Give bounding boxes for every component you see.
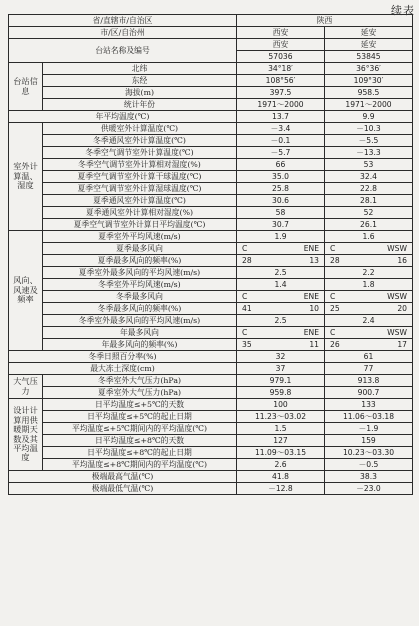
row-label: 东经 (43, 75, 237, 87)
value-text: ENE (303, 327, 319, 337)
row-label: 年最多风向的频率(%) (43, 339, 237, 351)
value-text: 2.2 (362, 267, 375, 277)
value-pair (326, 305, 411, 313)
row-label: 平均温度≤+8℃期间内的平均温度(℃) (43, 459, 237, 471)
value-cell: －5.7 (237, 147, 325, 159)
value-cell (237, 339, 325, 351)
table-row (9, 99, 413, 111)
value-pair (238, 341, 323, 349)
row-label: 冬季室外平均风速(m/s) (43, 279, 237, 291)
table-row (9, 411, 413, 423)
category-label: 台站信息 (9, 63, 43, 111)
table-row (9, 75, 413, 87)
header-row (9, 39, 413, 51)
header-row (9, 27, 413, 39)
value-cell (237, 231, 325, 243)
value-cell (325, 291, 413, 303)
row-label: 冬季最多风向的频率(%) (43, 303, 237, 315)
value-cell: 38.3 (325, 471, 413, 483)
value-text: 16 (397, 255, 407, 265)
value-text: 25 (330, 303, 340, 313)
value-cell: 37 (237, 363, 325, 375)
value-cell: 77 (325, 363, 413, 375)
row-label: 夏季室外最多风向的平均风速(m/s) (43, 267, 237, 279)
value-text: 35 (242, 339, 252, 349)
value-cell: 11.06～03.18 (325, 411, 413, 423)
value-text: C (242, 291, 248, 301)
value-cell: 13.7 (237, 111, 325, 123)
row-label: 夏季空气调节室外计算湿球温度(℃) (43, 183, 237, 195)
table-row (9, 135, 413, 147)
value-cell: 30.7 (237, 219, 325, 231)
climate-parameter-table (8, 14, 413, 495)
table-row (9, 327, 413, 339)
value-cell: 22.8 (325, 183, 413, 195)
continued-label: 续表 (391, 4, 415, 17)
value-cell (325, 279, 413, 291)
row-label: 日平均温度≤+8℃的起止日期 (43, 447, 237, 459)
value-text: WSW (387, 243, 407, 253)
table-row (9, 351, 413, 363)
value-cell: 108°56′ (237, 75, 325, 87)
table-row (9, 255, 413, 267)
value-cell: 52 (325, 207, 413, 219)
value-text: 26 (330, 339, 340, 349)
table-row (9, 123, 413, 135)
value-cell: 958.5 (325, 87, 413, 99)
value-cell: －10.3 (325, 123, 413, 135)
table-row (9, 459, 413, 471)
value-cell: 28.1 (325, 195, 413, 207)
row-label: 夏季室外大气压力(hPa) (43, 387, 237, 399)
value-cell: －0.5 (325, 459, 413, 471)
table-row (9, 435, 413, 447)
row-label: 日平均温度≤+8℃的天数 (43, 435, 237, 447)
value-cell: 32 (237, 351, 325, 363)
value-pair (326, 257, 411, 265)
row-label: 北纬 (43, 63, 237, 75)
value-text: 1.4 (274, 279, 287, 289)
table-row (9, 423, 413, 435)
value-text: C (242, 327, 248, 337)
category-label: 室外计算温、湿度 (9, 123, 43, 231)
value-cell: 159 (325, 435, 413, 447)
value-text: C (330, 291, 336, 301)
row-label: 冬季最多风向 (43, 291, 237, 303)
value-cell: －5.5 (325, 135, 413, 147)
category-label: 大气压力 (9, 375, 43, 399)
table-row (9, 363, 413, 375)
value-pair (238, 329, 323, 337)
row-label: 冬季通风室外计算温度(℃) (43, 135, 237, 147)
station-id: 53845 (325, 51, 413, 63)
value-cell (237, 291, 325, 303)
row-label: 夏季室外平均风速(m/s) (43, 231, 237, 243)
table-row (9, 291, 413, 303)
value-pair (326, 245, 411, 253)
row-label: 夏季最多风向 (43, 243, 237, 255)
value-cell: 32.4 (325, 171, 413, 183)
row-label: 夏季通风室外计算相对湿度(%) (43, 207, 237, 219)
value-cell (237, 279, 325, 291)
value-cell: 397.5 (237, 87, 325, 99)
value-cell: 10.23～03.30 (325, 447, 413, 459)
value-cell (325, 255, 413, 267)
table-row (9, 279, 413, 291)
table-row (9, 207, 413, 219)
value-cell (237, 243, 325, 255)
value-cell (325, 267, 413, 279)
value-cell: 979.1 (237, 375, 325, 387)
value-pair (238, 257, 323, 265)
row-label: 夏季通风室外计算温度(℃) (43, 195, 237, 207)
station-name: 延安 (325, 39, 413, 51)
table-body (9, 15, 413, 495)
value-text: 2.5 (274, 267, 287, 277)
row-label: 夏季空气调节室外计算日平均温度(℃) (43, 219, 237, 231)
table-row (9, 111, 413, 123)
value-cell: －13.3 (325, 147, 413, 159)
city-label: 市/区/自治州 (9, 27, 237, 39)
value-cell: －12.8 (237, 483, 325, 495)
row-label: 冬季室外大气压力(hPa) (43, 375, 237, 387)
city-value: 西安 (237, 27, 325, 39)
value-pair (238, 245, 323, 253)
value-cell: 66 (237, 159, 325, 171)
row-label: 供暖室外计算温度(℃) (43, 123, 237, 135)
value-cell: 133 (325, 399, 413, 411)
value-cell (325, 231, 413, 243)
value-text: WSW (387, 291, 407, 301)
value-cell: －1.9 (325, 423, 413, 435)
row-label: 海拔(m) (43, 87, 237, 99)
province-value: 陕西 (237, 15, 413, 27)
value-text: 28 (330, 255, 340, 265)
value-text: 28 (242, 255, 252, 265)
value-cell: 53 (325, 159, 413, 171)
value-cell: 1.5 (237, 423, 325, 435)
table-row (9, 471, 413, 483)
value-cell: 35.0 (237, 171, 325, 183)
row-label: 最大冻土深度(cm) (9, 363, 237, 375)
value-pair (326, 329, 411, 337)
value-text: 10 (309, 303, 319, 313)
value-text: 1.9 (274, 231, 287, 241)
value-cell (325, 315, 413, 327)
value-cell: 25.8 (237, 183, 325, 195)
header-row (9, 15, 413, 27)
value-text: C (330, 327, 336, 337)
value-text: 1.6 (362, 231, 375, 241)
station-name: 西安 (237, 39, 325, 51)
value-cell: 26.1 (325, 219, 413, 231)
category-label: 风向、风速及频率 (9, 231, 43, 351)
value-cell: 11.09～03.15 (237, 447, 325, 459)
row-label: 统计年份 (43, 99, 237, 111)
value-text: C (242, 243, 248, 253)
value-text: 17 (397, 339, 407, 349)
value-cell: 34°18′ (237, 63, 325, 75)
row-label: 冬季室外最多风向的平均风速(m/s) (43, 315, 237, 327)
row-label: 极端最高气温(℃) (9, 471, 237, 483)
value-cell (325, 303, 413, 315)
value-text: C (330, 243, 336, 253)
station-id: 57036 (237, 51, 325, 63)
table-row (9, 375, 413, 387)
value-cell: －23.0 (325, 483, 413, 495)
station-label: 台站名称及编号 (9, 39, 237, 63)
value-cell (237, 303, 325, 315)
row-label: 夏季空气调节室外计算干球温度(℃) (43, 171, 237, 183)
value-cell: 1971～2000 (237, 99, 325, 111)
table-row (9, 243, 413, 255)
table-row (9, 231, 413, 243)
table-row (9, 267, 413, 279)
value-cell: 11.23～03.02 (237, 411, 325, 423)
value-text: WSW (387, 327, 407, 337)
value-cell: 959.8 (237, 387, 325, 399)
value-cell (325, 339, 413, 351)
value-pair (238, 293, 323, 301)
value-cell: 61 (325, 351, 413, 363)
value-cell: 2.6 (237, 459, 325, 471)
value-cell: 58 (237, 207, 325, 219)
value-cell: 30.6 (237, 195, 325, 207)
table-row (9, 183, 413, 195)
value-text: 20 (397, 303, 407, 313)
category-label: 设计计算用供暖期天数及其平均温度 (9, 399, 43, 471)
value-text: 1.8 (362, 279, 375, 289)
value-cell: 913.8 (325, 375, 413, 387)
value-cell: 1971～2000 (325, 99, 413, 111)
row-label: 夏季最多风向的频率(%) (43, 255, 237, 267)
value-cell (237, 315, 325, 327)
city-value: 延安 (325, 27, 413, 39)
value-cell: －3.4 (237, 123, 325, 135)
row-label: 冬季日照百分率(%) (9, 351, 237, 363)
row-label: 年平均温度(℃) (9, 111, 237, 123)
value-cell (237, 267, 325, 279)
row-label: 日平均温度≤+5℃的天数 (43, 399, 237, 411)
value-cell (325, 243, 413, 255)
table-row (9, 447, 413, 459)
value-cell (237, 255, 325, 267)
table-row (9, 387, 413, 399)
value-cell: 900.7 (325, 387, 413, 399)
table-row (9, 171, 413, 183)
value-cell: －0.1 (237, 135, 325, 147)
value-text: 11 (309, 339, 319, 349)
table-row (9, 87, 413, 99)
province-label: 省/直辖市/自治区 (9, 15, 237, 27)
value-text: 2.4 (362, 315, 375, 325)
value-pair (326, 293, 411, 301)
value-pair (238, 305, 323, 313)
value-text: ENE (303, 243, 319, 253)
table-row (9, 483, 413, 495)
value-text: 2.5 (274, 315, 287, 325)
table-row (9, 339, 413, 351)
value-text: ENE (303, 291, 319, 301)
value-pair (326, 341, 411, 349)
row-label: 冬季空气调节室外计算温度(℃) (43, 147, 237, 159)
table-row (9, 303, 413, 315)
value-cell: 100 (237, 399, 325, 411)
value-cell: 127 (237, 435, 325, 447)
value-cell (237, 327, 325, 339)
table-row (9, 195, 413, 207)
table-row (9, 147, 413, 159)
table-row (9, 219, 413, 231)
table-row (9, 63, 413, 75)
value-text: 13 (309, 255, 319, 265)
row-label: 日平均温度≤+5℃的起止日期 (43, 411, 237, 423)
value-cell (325, 327, 413, 339)
row-label: 平均温度≤+5℃期间内的平均温度(℃) (43, 423, 237, 435)
value-text: 41 (242, 303, 252, 313)
value-cell: 9.9 (325, 111, 413, 123)
value-cell: 109°30′ (325, 75, 413, 87)
table-row (9, 399, 413, 411)
value-cell: 41.8 (237, 471, 325, 483)
row-label: 年最多风向 (43, 327, 237, 339)
table-row (9, 315, 413, 327)
row-label: 冬季空气调节室外计算相对湿度(%) (43, 159, 237, 171)
table-row (9, 159, 413, 171)
row-label: 极端最低气温(℃) (9, 483, 237, 495)
value-cell: 36°36′ (325, 63, 413, 75)
